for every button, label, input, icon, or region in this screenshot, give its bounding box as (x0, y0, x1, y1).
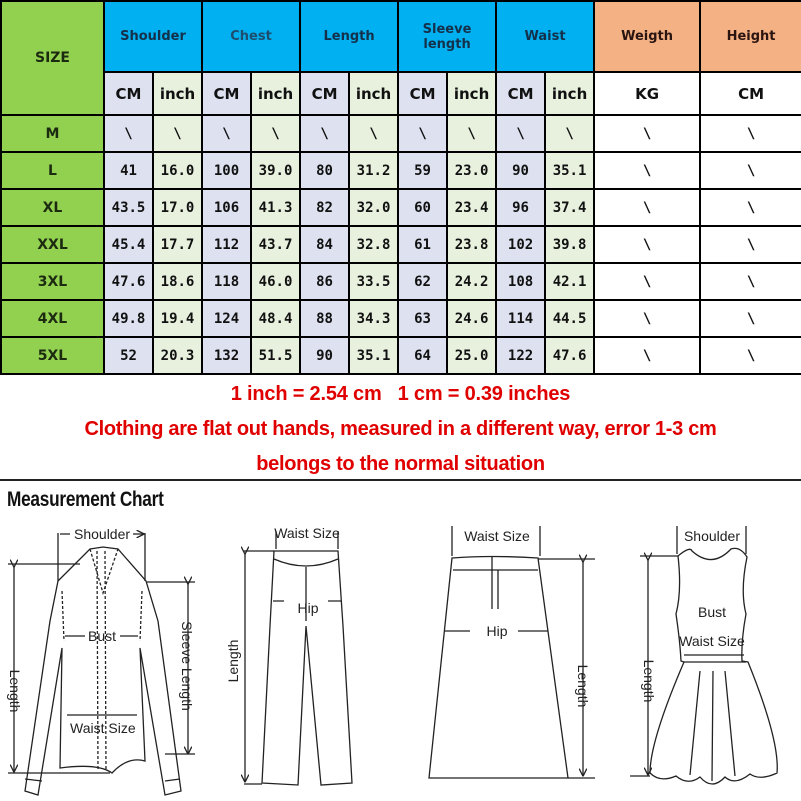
size-row (1, 263, 801, 300)
cm-value: 62 (398, 263, 447, 300)
cm-value: 41 (104, 152, 153, 189)
cm-value: \ (300, 115, 349, 152)
inch-value: 17.0 (153, 189, 202, 226)
cm-value: 114 (496, 300, 545, 337)
inch-value: 43.7 (251, 226, 300, 263)
cm-value: 90 (300, 337, 349, 374)
inch-value: 51.5 (251, 337, 300, 374)
inch-value: \ (251, 115, 300, 152)
unit-inch: inch (349, 72, 398, 115)
cm-value: 122 (496, 337, 545, 374)
unit-inch: inch (153, 72, 202, 115)
inch-value: 32.8 (349, 226, 398, 263)
inch-value: 23.4 (447, 189, 496, 226)
inch-value: \ (153, 115, 202, 152)
cm-value: 52 (104, 337, 153, 374)
weight-value: \ (594, 300, 700, 337)
inch-value: \ (447, 115, 496, 152)
size-label: M (1, 115, 104, 152)
cm-value: \ (202, 115, 251, 152)
shirt-shoulder-label: Shoulder (74, 526, 131, 542)
unit-cm: CM (300, 72, 349, 115)
pants-diagram (244, 531, 352, 785)
height-value: \ (700, 115, 801, 152)
pants-hip-label: Hip (297, 600, 319, 616)
inch-value: 18.6 (153, 263, 202, 300)
weight-value: \ (594, 337, 700, 374)
sleeve-length-header: Sleeve length (398, 1, 496, 72)
inch-value: 33.5 (349, 263, 398, 300)
cm-value: 49.8 (104, 300, 153, 337)
skirt-hip-label: Hip (486, 623, 508, 639)
cm-value: 63 (398, 300, 447, 337)
cm-value: 60 (398, 189, 447, 226)
shirt-sleeve-label: Sleeve Length (179, 621, 195, 711)
inch-value: 44.5 (545, 300, 594, 337)
inch-value: \ (545, 115, 594, 152)
unit-inch: inch (545, 72, 594, 115)
header-row (1, 1, 801, 72)
inch-value: 23.8 (447, 226, 496, 263)
unit-cm: CM (398, 72, 447, 115)
cm-value: 108 (496, 263, 545, 300)
unit-inch: inch (447, 72, 496, 115)
inch-value: 17.7 (153, 226, 202, 263)
cm-value: 82 (300, 189, 349, 226)
inch-value: 20.3 (153, 337, 202, 374)
cm-value: 80 (300, 152, 349, 189)
skirt-diagram (429, 526, 595, 778)
inch-value: 37.4 (545, 189, 594, 226)
inch-value: 39.0 (251, 152, 300, 189)
unit-cm: CM (202, 72, 251, 115)
skirt-length-label: Length (575, 664, 591, 708)
cm-value: 64 (398, 337, 447, 374)
size-row (1, 337, 801, 374)
cm-value: \ (104, 115, 153, 152)
cm-value: 45.4 (104, 226, 153, 263)
unit-row (1, 72, 801, 115)
height-value: \ (700, 189, 801, 226)
weight-value: \ (594, 263, 700, 300)
cm-value: 61 (398, 226, 447, 263)
weight-value: \ (594, 189, 700, 226)
height-value: \ (700, 337, 801, 374)
inch-value: 23.0 (447, 152, 496, 189)
measurement-chart-title: Measurement Chart (7, 488, 164, 511)
shirt-length-label: Length (7, 669, 23, 713)
cm-value: 118 (202, 263, 251, 300)
cm-value: \ (398, 115, 447, 152)
size-header: SIZE (1, 1, 104, 115)
weight-value: \ (594, 115, 700, 152)
size-label: 5XL (1, 337, 104, 374)
height-value: \ (700, 263, 801, 300)
size-label: XXL (1, 226, 104, 263)
length-header: Length (300, 1, 398, 72)
inch-value: 32.0 (349, 189, 398, 226)
weight-header: Weigth (594, 1, 700, 72)
inch-value: 31.2 (349, 152, 398, 189)
height-value: \ (700, 226, 801, 263)
cm-value: 124 (202, 300, 251, 337)
inch-value: \ (349, 115, 398, 152)
cm-value: 88 (300, 300, 349, 337)
unit-cm: CM (700, 72, 801, 115)
size-label: 3XL (1, 263, 104, 300)
shirt-bust-label: Bust (88, 628, 117, 644)
inch-value: 19.4 (153, 300, 202, 337)
size-notes (0, 374, 801, 481)
cm-value: 90 (496, 152, 545, 189)
weight-value: \ (594, 152, 700, 189)
unit-cm: CM (104, 72, 153, 115)
cm-value: 86 (300, 263, 349, 300)
size-label: L (1, 152, 104, 189)
skirt-waist-label: Waist Size (464, 528, 530, 544)
inch-value: 39.8 (545, 226, 594, 263)
size-label: XL (1, 189, 104, 226)
unit-cm: CM (496, 72, 545, 115)
cm-value: 112 (202, 226, 251, 263)
inch-value: 35.1 (349, 337, 398, 374)
inch-value: 34.3 (349, 300, 398, 337)
unit-conversion-note: 1 inch = 2.54 cm 1 cm = 0.39 inches (230, 383, 571, 405)
size-row (1, 226, 801, 263)
cm-value: 84 (300, 226, 349, 263)
height-value: \ (700, 152, 801, 189)
waist-header: Waist (496, 1, 594, 72)
size-chart-table (0, 0, 801, 375)
size-row (1, 189, 801, 226)
shirt-waist-label: Waist Size (70, 720, 136, 736)
cm-value: 102 (496, 226, 545, 263)
unit-kg: KG (594, 72, 700, 115)
inch-value: 41.3 (251, 189, 300, 226)
pants-waist-label: Waist Size (274, 525, 340, 541)
cm-value: 106 (202, 189, 251, 226)
pants-length-label: Length (225, 639, 241, 683)
unit-inch: inch (251, 72, 300, 115)
inch-value: 16.0 (153, 152, 202, 189)
measurement-disclaimer: Clothing are flat out hands, measured in a different way, error 1-3 cm (84, 418, 717, 440)
dress-bust-label: Bust (697, 604, 727, 620)
dress-diagram (630, 526, 777, 784)
size-label: 4XL (1, 300, 104, 337)
inch-value: 48.4 (251, 300, 300, 337)
measurement-diagrams (0, 481, 801, 801)
weight-value: \ (594, 226, 700, 263)
inch-value: 42.1 (545, 263, 594, 300)
shoulder-header: Shoulder (104, 1, 202, 72)
shirt-diagram (8, 533, 195, 795)
inch-value: 35.1 (545, 152, 594, 189)
height-header: Height (700, 1, 801, 72)
inch-value: 24.6 (447, 300, 496, 337)
dress-shoulder-label: Shoulder (683, 528, 741, 544)
cm-value: \ (496, 115, 545, 152)
dress-length-label: Length (641, 659, 657, 703)
chest-header: Chest (202, 1, 300, 72)
size-row (1, 152, 801, 189)
cm-value: 96 (496, 189, 545, 226)
inch-value: 47.6 (545, 337, 594, 374)
size-row (1, 115, 801, 152)
height-value: \ (700, 300, 801, 337)
inch-value: 25.0 (447, 337, 496, 374)
size-row (1, 300, 801, 337)
inch-value: 46.0 (251, 263, 300, 300)
cm-value: 43.5 (104, 189, 153, 226)
cm-value: 132 (202, 337, 251, 374)
inch-value: 24.2 (447, 263, 496, 300)
cm-value: 47.6 (104, 263, 153, 300)
size-rows (1, 115, 801, 374)
dress-waist-label: Waist Size (679, 633, 745, 649)
cm-value: 100 (202, 152, 251, 189)
cm-value: 59 (398, 152, 447, 189)
measurement-disclaimer-cont: belongs to the normal situation (256, 453, 545, 475)
